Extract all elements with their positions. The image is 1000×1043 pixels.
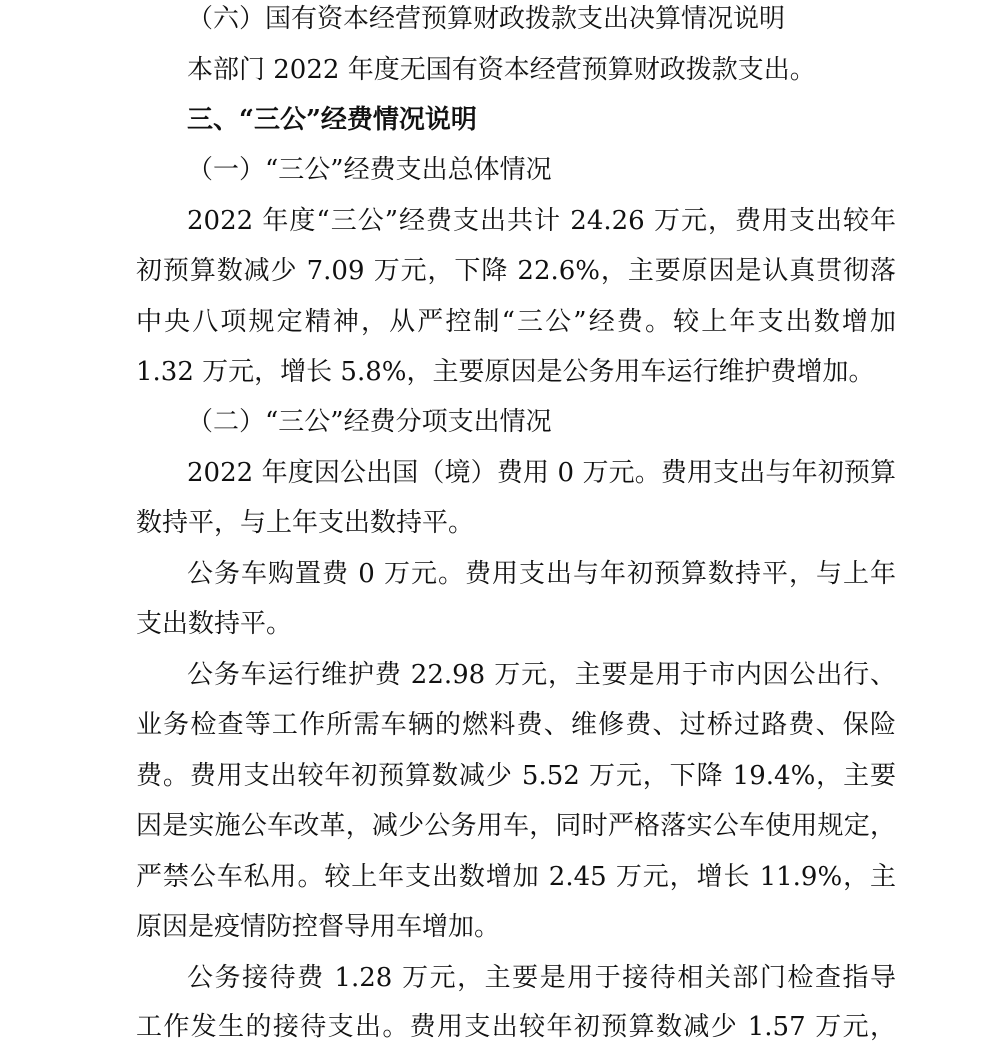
paragraph-line: 2022 年度“三公”经费支出共计 24.26 万元，费用支出较年 <box>187 206 896 236</box>
paragraph-line: 公务接待费 1.28 万元，主要是用于接待相关部门检查指导 <box>187 963 896 993</box>
paragraph-line: 公务车购置费 0 万元。费用支出与年初预算数持平，与上年 <box>187 559 896 589</box>
paragraph-line: 数持平，与上年支出数持平。 <box>136 508 475 538</box>
paragraph-line: 工作发生的接待支出。费用支出较年初预算数减少 1.57 万元， <box>136 1012 896 1042</box>
paragraph-line: 支出数持平。 <box>136 609 293 639</box>
paragraph-line: 费。费用支出较年初预算数减少 5.52 万元，下降 19.4%，主要 <box>136 761 896 791</box>
subsection-heading-2: （二）“三公”经费分项支出情况 <box>187 407 552 437</box>
paragraph-line: 业务检查等工作所需车辆的燃料费、维修费、过桥过路费、保险 <box>136 710 896 740</box>
paragraph-line: 公务车运行维护费 22.98 万元，主要是用于市内因公出行、 <box>187 660 896 690</box>
subsection-heading-6: （六）国有资本经营预算财政拨款支出决算情况说明 <box>187 4 786 34</box>
subsection-heading-1: （一）“三公”经费支出总体情况 <box>187 155 552 185</box>
paragraph-line: 中央八项规定精神，从严控制“三公”经费。较上年支出数增加 <box>136 307 896 337</box>
section-heading-3: 三、“三公”经费情况说明 <box>187 105 477 135</box>
paragraph-line: 1.32 万元，增长 5.8%，主要原因是公务用车运行维护费增加。 <box>136 357 875 387</box>
paragraph-line: 2022 年度因公出国（境）费用 0 万元。费用支出与年初预算 <box>187 458 896 488</box>
paragraph-line: 初预算数减少 7.09 万元，下降 22.6%，主要原因是认真贯彻落 <box>136 256 896 286</box>
paragraph-line: 严禁公车私用。较上年支出数增加 2.45 万元，增长 11.9%，主 <box>136 862 896 892</box>
paragraph-line: 本部门 2022 年度无国有资本经营预算财政拨款支出。 <box>187 55 816 85</box>
paragraph-line: 原因是疫情防控督导用车增加。 <box>136 912 501 942</box>
paragraph-line: 因是实施公车改革，减少公务用车，同时严格落实公车使用规定， <box>136 811 896 841</box>
